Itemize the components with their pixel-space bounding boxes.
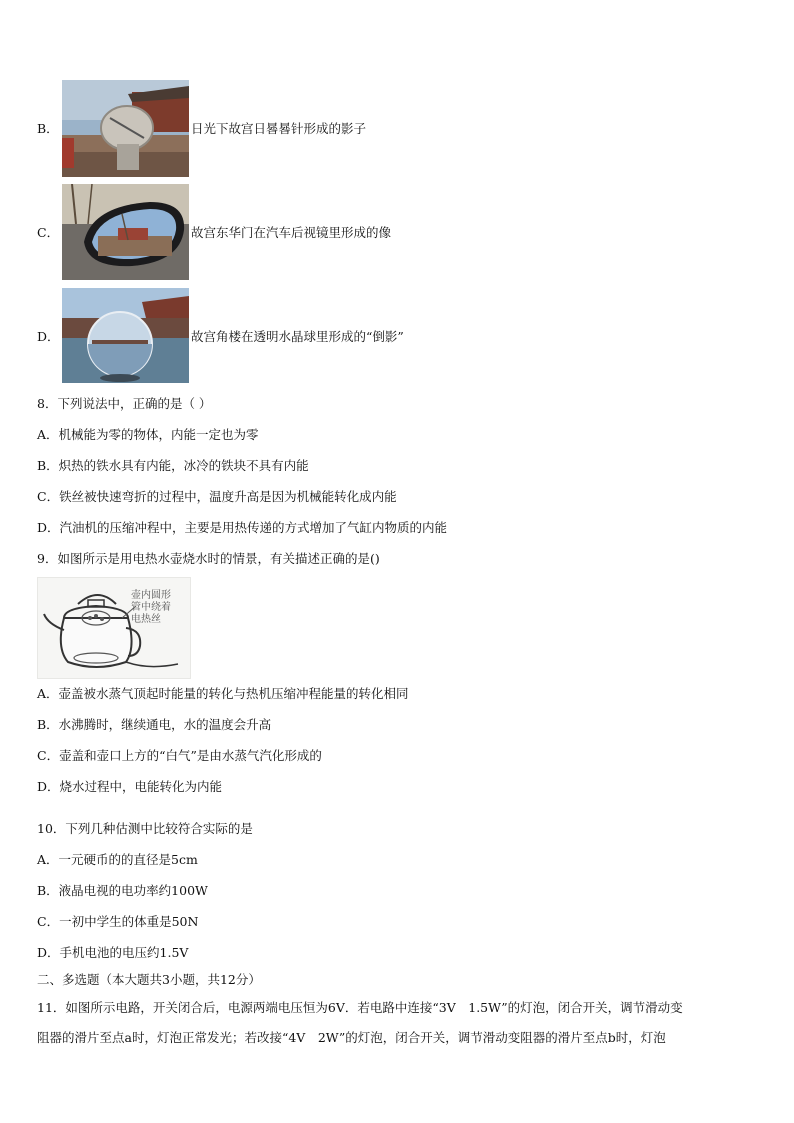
question-11-line-1: 11．如图所示电路，开关闭合后，电源两端电压恒为6V．若电路中连接“3V 1.5W”的灯泡，闭合开关，调节滑动变 <box>37 1000 683 1015</box>
q10-option-c: C．一初中学生的体重是50N <box>37 914 199 929</box>
question-9-stem: 9．如图所示是用电热水壶烧水时的情景，有关描述正确的是() <box>37 551 380 566</box>
figure-annotation: 壶内圆形 管中绕着 电热丝 <box>131 590 171 625</box>
option-label: B． <box>37 121 59 136</box>
car-mirror-photo-icon <box>62 184 189 280</box>
option-text: 故宫东华门在汽车后视镜里形成的像 <box>191 225 392 240</box>
q9-option-b: B．水沸腾时，继续通电，水的温度会升高 <box>37 717 272 732</box>
option-text: 日光下故宫日晷晷针形成的影子 <box>191 121 367 136</box>
q10-option-d: D．手机电池的电压约1.5V <box>37 945 189 960</box>
q10-option-a: A．一元硬币的的直径是5cm <box>37 852 198 867</box>
q9-option-c: C．壶盖和壶口上方的“白气”是由水蒸气汽化形成的 <box>37 748 322 763</box>
q10-option-b: B．液晶电视的电功率约100W <box>37 883 208 898</box>
option-label: C． <box>37 225 60 240</box>
section-heading: 二、多选题（本大题共3小题，共12分） <box>37 972 261 987</box>
crystal-ball-photo-icon <box>62 288 189 383</box>
question-10-stem: 10．下列几种估测中比较符合实际的是 <box>37 821 253 836</box>
q8-option-a: A．机械能为零的物体，内能一定也为零 <box>37 427 259 442</box>
question-11-line-2: 阻器的滑片至点a时，灯泡正常发光；若改接“4V 2W”的灯泡，闭合开关，调节滑动变阻器的滑片至点b时，灯泡 <box>37 1030 666 1045</box>
option-label: D． <box>37 329 60 344</box>
question-8-stem: 8．下列说法中，正确的是（ ） <box>37 396 212 411</box>
q8-option-c: C．铁丝被快速弯折的过程中，温度升高是因为机械能转化成内能 <box>37 489 397 504</box>
q9-option-a: A．壶盖被水蒸气顶起时能量的转化与热机压缩冲程能量的转化相同 <box>37 686 409 701</box>
option-text: 故宫角楼在透明水晶球里形成的“倒影” <box>191 329 404 344</box>
q8-option-b: B．炽热的铁水具有内能，冰冷的铁块不具有内能 <box>37 458 309 473</box>
sundial-photo-icon <box>62 80 189 177</box>
q8-option-d: D．汽油机的压缩冲程中，主要是用热传递的方式增加了气缸内物质的内能 <box>37 520 448 535</box>
q9-option-d: D．烧水过程中，电能转化为内能 <box>37 779 223 794</box>
kettle-figure-icon <box>37 577 191 679</box>
